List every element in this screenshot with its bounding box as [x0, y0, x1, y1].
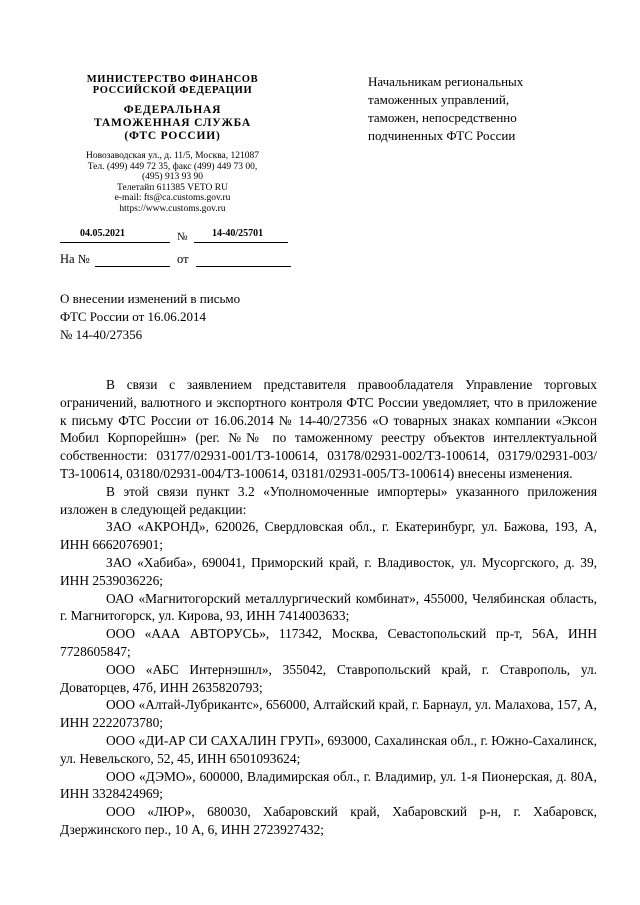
- subject-line: № 14-40/27356: [60, 327, 143, 342]
- registration-number: 14-40/25701: [212, 228, 264, 239]
- subject-line: ФТС России от 16.06.2014: [60, 309, 207, 324]
- service-line: ТАМОЖЕННАЯ СЛУЖБА: [93, 117, 252, 129]
- importer-entry: ООО «ДИ-АР СИ САХАЛИН ГРУП», 693000, Сахалинская обл., г. Южно-Сахалинск, ул. Невельского, 52, 45, ИНН 6501093624;: [60, 732, 597, 766]
- body-paragraph-section: В этой связи пункт 3.2 «Уполномоченные импортеры» указанного приложения изложен в следующей редакции:: [60, 483, 597, 517]
- subject-line: О внесении изменений в письмо: [60, 291, 241, 306]
- importer-entry: ООО «ЛЮР», 680030, Хабаровский край, Хабаровский р-н, г. Хабаровск, Дзержинского пер., 10 А, 6, ИНН 2723927432;: [60, 804, 597, 837]
- number-sign: №: [177, 231, 188, 243]
- subject-block: [60, 290, 320, 344]
- addressee-block: [368, 73, 598, 145]
- service-line: ФЕДЕРАЛЬНАЯ: [123, 104, 222, 116]
- address-text: Новозаводская ул., д. 11/5, Москва, 121087: [85, 151, 260, 161]
- addressee-line: подчиненных ФТС России: [368, 128, 516, 143]
- number-underline: [194, 242, 288, 243]
- importer-entry: ЗАО «Хабиба», 690041, Приморский край, г. Владивосток, ул. Мусоргского, д. 39, ИНН 2539036226;: [60, 554, 597, 588]
- addressee-line: Начальникам региональных: [368, 74, 524, 89]
- service-name: [60, 104, 285, 143]
- date-underline: [60, 242, 170, 243]
- importer-entry: ОАО «Магнитогорский металлургический комбинат», 455000, Челябинская область, г. Магнитогорск, ул. Кирова, 93, ИНН 7414003633;: [60, 590, 597, 624]
- letter-body: [60, 376, 597, 839]
- addressee-line: таможенных управлений,: [368, 92, 510, 107]
- phone-text: Тел. (499) 449 72 35, факс (499) 449 73 00,: [87, 161, 258, 172]
- reply-reference-line: [60, 252, 300, 272]
- importer-entry: ООО «АБС Интернэшнл», 355042, Ставропольский край, г. Ставрополь, ул. Доваторцев, 47б, ИНН 2635820793;: [60, 661, 597, 695]
- service-line: (ФТС РОССИИ): [124, 130, 221, 142]
- contact-block: [60, 151, 285, 214]
- importer-entry: ЗАО «АКРОНД», 620026, Свердловская обл., г. Екатеринбург, ул. Бажова, 193, А, ИНН 6662076901;: [60, 519, 597, 553]
- website-text: https://www.customs.gov.ru: [119, 203, 226, 214]
- email-text: e-mail: fts@ca.customs.gov.ru: [114, 193, 231, 203]
- body-paragraph-intro: В связи с заявлением представителя правообладателя Управление торговых ограничений, валютного и экспортного контроля ФТС России уведомляет, что в приложение к письму ФТС России от 16.06.2014 № 14-40/27356 «О товарных знаках компании «Эксон Мобил Корпорейшн» (рег. №№ по таможенному реестру объектов интеллектуальной собственности: 03177/02931-001/ТЗ-100614, 03178/02931-002/ТЗ-100614, 03179/02931-003/ТЗ-100614, 03180/02931-004/ТЗ-100614, 03181/02931-005/ТЗ-100614) внесены изменения.: [60, 377, 597, 481]
- ministry-name: [60, 74, 285, 96]
- teletype-text: Телетайп 611385 VETO RU: [117, 182, 228, 193]
- reply-date-underline: [196, 266, 291, 267]
- registration-line: [60, 228, 290, 244]
- phone-text-2: (495) 913 93 90: [142, 172, 203, 182]
- letterhead: [60, 74, 285, 214]
- importer-entry: ООО «ДЭМО», 600000, Владимирская обл., г. Владимир, ул. 1-я Пионерская, д. 80А, ИНН 3328424969;: [60, 768, 597, 802]
- reply-number-underline: [95, 266, 170, 267]
- importer-entry: ООО «Алтай-Лубрикантс», 656000, Алтайский край, г. Барнаул, ул. Малахова, 157, А, ИНН 2222073780;: [60, 697, 597, 731]
- ministry-line: МИНИСТЕРСТВО ФИНАНСОВ: [86, 74, 259, 85]
- importer-entry: ООО «ААА АВТОРУСЬ», 117342, Москва, Севастопольский пр-т, 56А, ИНН 7728605847;: [60, 626, 597, 659]
- ministry-line: РОССИЙСКОЙ ФЕДЕРАЦИИ: [92, 85, 253, 96]
- addressee-line: таможен, непосредственно: [368, 110, 517, 125]
- from-label: от: [177, 252, 189, 266]
- reply-label: На №: [60, 252, 90, 266]
- registration-date: 04.05.2021: [80, 228, 125, 239]
